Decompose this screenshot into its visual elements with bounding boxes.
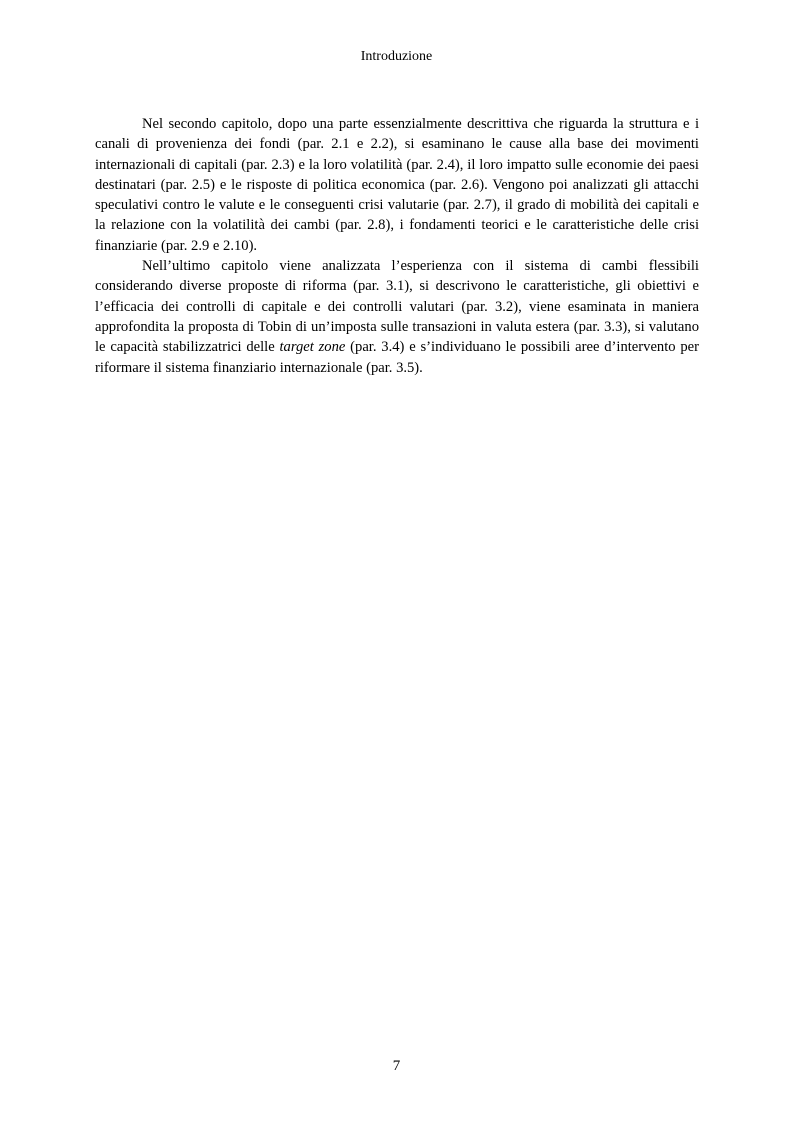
paragraph-chapter-3-text-end: (par. 3.4) e s’individuano le possibili aree d’intervento per riformare il sistema finanziario internazionale (par. 3.5).	[95, 339, 700, 376]
paragraph-chapter-3	[95, 256, 699, 378]
page-number: 7	[392, 1058, 401, 1074]
running-header: Introduzione	[360, 49, 433, 64]
emphasis-target-zone: target zone	[279, 339, 346, 356]
paragraph-chapter-3-text-start: Nell’ultimo capitolo viene analizzata l’esperienza con il sistema di cambi flessibili considerando diverse proposte di riforma (par. 3.1), si descrivono le caratteristiche, gli obiettivi e l’efficacia dei controlli di capitale e dei controlli valutari (par. 3.2), viene esaminata in maniera approfondita la proposta di Tobin di un’imposta sulle transazioni in valuta estera (par. 3.3), si valutano le capacità stabilizzatrici delle	[95, 258, 699, 356]
paragraph-chapter-2: Nel secondo capitolo, dopo una parte essenzialmente descrittiva che riguarda la struttura e i canali di provenienza dei fondi (par. 2.1 e 2.2), si esaminano le cause alla base dei movimenti internazionali di capitali (par. 2.3) e la loro volatilità (par. 2.4), il loro impatto sulle economie dei paesi destinatari (par. 2.5) e le risposte di politica economica (par. 2.6). Vengono poi analizzati gli attacchi speculativi contro le valute e le conseguenti crisi valutarie (par. 2.7), il grado di mobilità dei capitali e la relazione con la volatilità dei cambi (par. 2.8), i fondamenti teorici e le caratteristiche delle crisi finanziarie (par. 2.9 e 2.10).	[95, 116, 699, 254]
body-text	[95, 114, 699, 378]
